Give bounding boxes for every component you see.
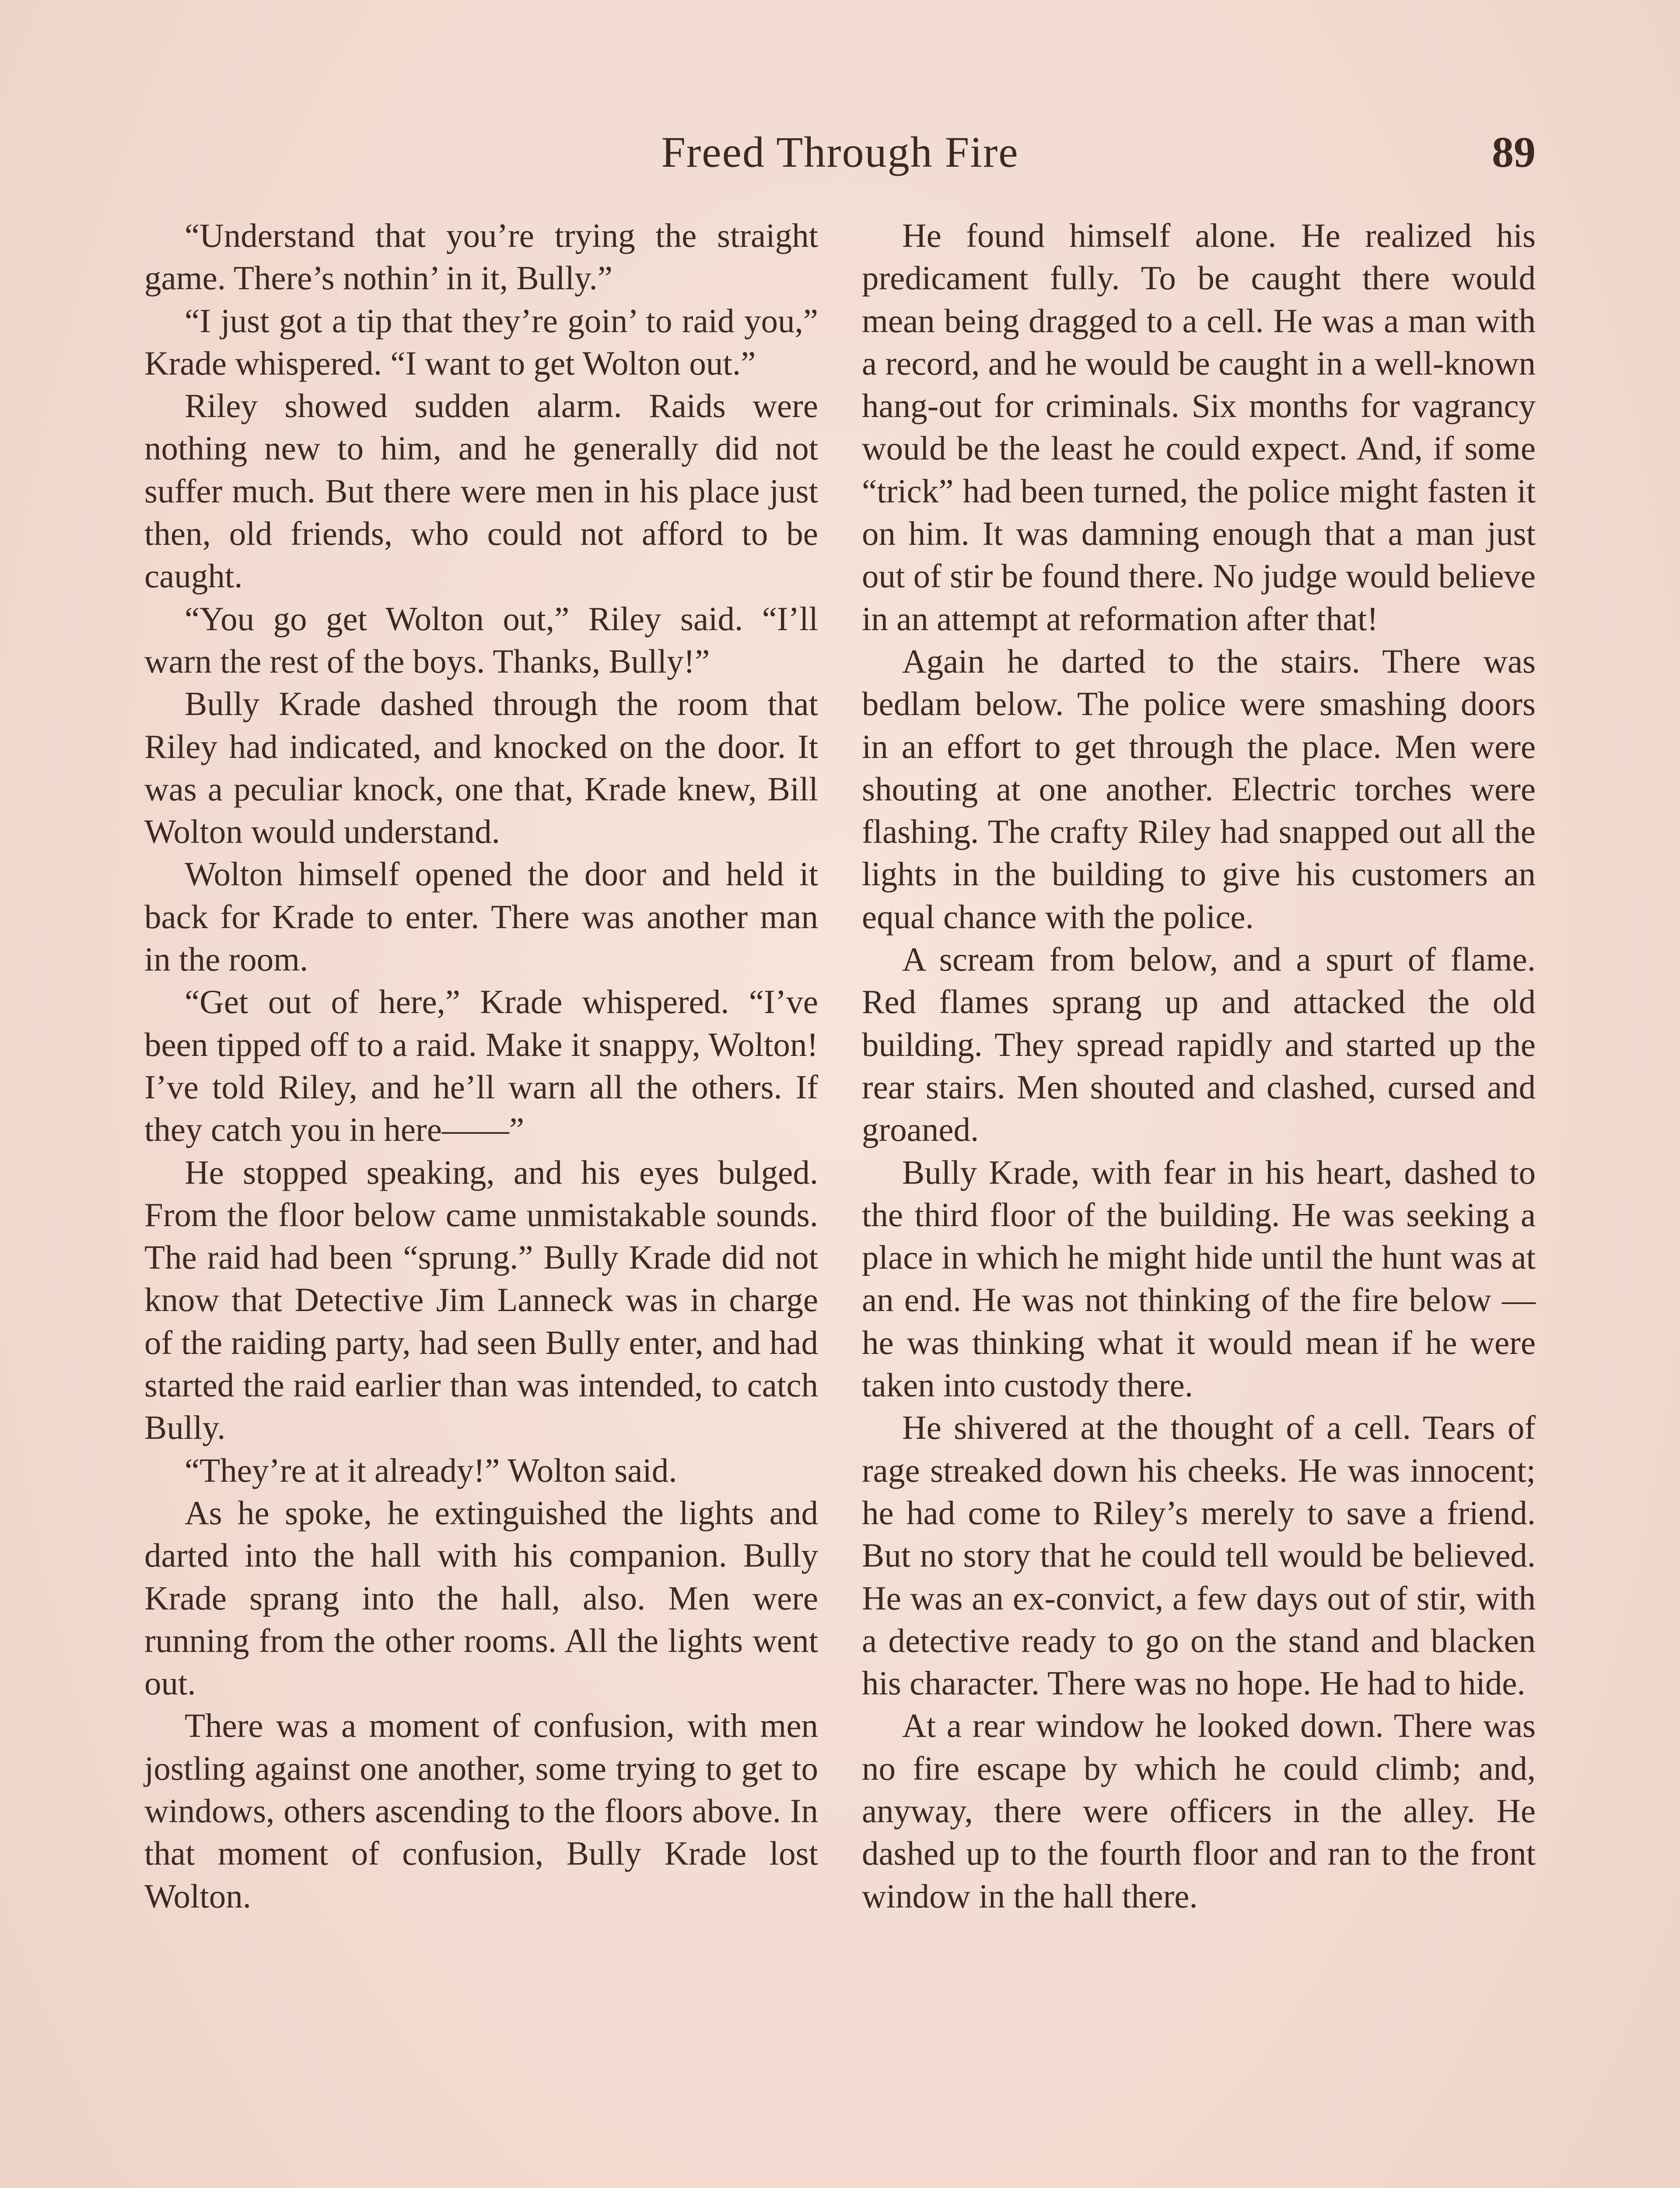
- paragraph: “Get out of here,” Krade whispered. “I’ve been tipped off to a raid. Make it snappy, Wolton! I’ve told Riley, and he’ll warn all the others. If they catch you in here——”: [144, 983, 818, 1149]
- paragraph: Bully Krade, with fear in his heart, dashed to the third floor of the building. He was seeking a place in which he might hide until the hunt was at an end. He was not thinking of the fire below —he was thinking what it would mean if he were taken into custody there.: [862, 1153, 1536, 1404]
- paragraph: Bully Krade dashed through the room that Riley had indicated, and knocked on the door. It was a peculiar knock, one that, Krade knew, Bill Wolton would understand.: [144, 685, 818, 851]
- paragraph: He found himself alone. He realized his predicament fully. To be caught there would mean being dragged to a cell. He was a man with a record, and he would be caught in a well-known hang-out for criminals. Six months for vagrancy would be the least he could expect. And, if some “trick” had been turned, the police might fasten it on him. It was damning enough that a man just out of stir be found there. No judge would believe in an attempt at reformation after that!: [862, 217, 1536, 638]
- paragraph: At a rear window he looked down. There was no fire escape by which he could climb; and, anyway, there were officers in the alley. He dashed up to the fourth floor and ran to the front window in the hall there.: [862, 1707, 1536, 1915]
- paragraph: There was a moment of confusion, with men jostling against one another, some trying to get to windows, others ascending to the floors above. In that moment of confusion, Bully Krade lost Wolton.: [144, 1707, 818, 1915]
- paragraph: “Understand that you’re trying the straight game. There’s nothin’ in it, Bully.”: [144, 217, 818, 297]
- paragraph: Again he darted to the stairs. There was bedlam below. The police were smashing doors in an effort to get through the place. Men were shouting at one another. Electric torches were flashing. The crafty Riley had snapped out all the lights in the building to give his customers an equal chance with the police.: [862, 642, 1536, 936]
- paragraph: “I just got a tip that they’re goin’ to raid you,” Krade whispered. “I want to get Wolton out.”: [144, 302, 818, 382]
- running-title: Freed Through Fire: [661, 128, 1019, 176]
- left-column: [144, 214, 818, 1918]
- page-number: 89: [1492, 128, 1536, 176]
- paragraph: Riley showed sudden alarm. Raids were nothing new to him, and he generally did not suffer much. But there were men in his place just then, old friends, who could not afford to be caught.: [144, 387, 818, 595]
- paragraph: A scream from below, and a spurt of flame. Red flames sprang up and attacked the old building. They spread rapidly and started up the rear stairs. Men shouted and clashed, cursed and groaned.: [862, 940, 1536, 1149]
- paragraph: Wolton himself opened the door and held it back for Krade to enter. There was another man in the room.: [144, 855, 818, 978]
- paragraph: “They’re at it already!” Wolton said.: [185, 1451, 677, 1489]
- paragraph: He shivered at the thought of a cell. Tears of rage streaked down his cheeks. He was innocent; he had come to Riley’s merely to save a friend. But no story that he could tell would be believed. He was an ex-convict, a few days out of stir, with a detective ready to go on the stand and blacken his character. There was no hope. He had to hide.: [862, 1409, 1536, 1702]
- paragraph: As he spoke, he extinguished the lights and darted into the hall with his companion. Bully Krade sprang into the hall, also. Men were running from the other rooms. All the lights went out.: [144, 1494, 818, 1702]
- running-head: [144, 127, 1536, 193]
- paragraph: “You go get Wolton out,” Riley said. “I’ll warn the rest of the boys. Thanks, Bully!”: [144, 600, 818, 680]
- right-column: [862, 214, 1536, 1918]
- paragraph: He stopped speaking, and his eyes bulged. From the floor below came unmistakable sounds. The raid had been “sprung.” Bully Krade did not know that Detective Jim Lanneck was in charge of the raiding party, had seen Bully enter, and had started the raid earlier than was intended, to catch Bully.: [144, 1153, 818, 1447]
